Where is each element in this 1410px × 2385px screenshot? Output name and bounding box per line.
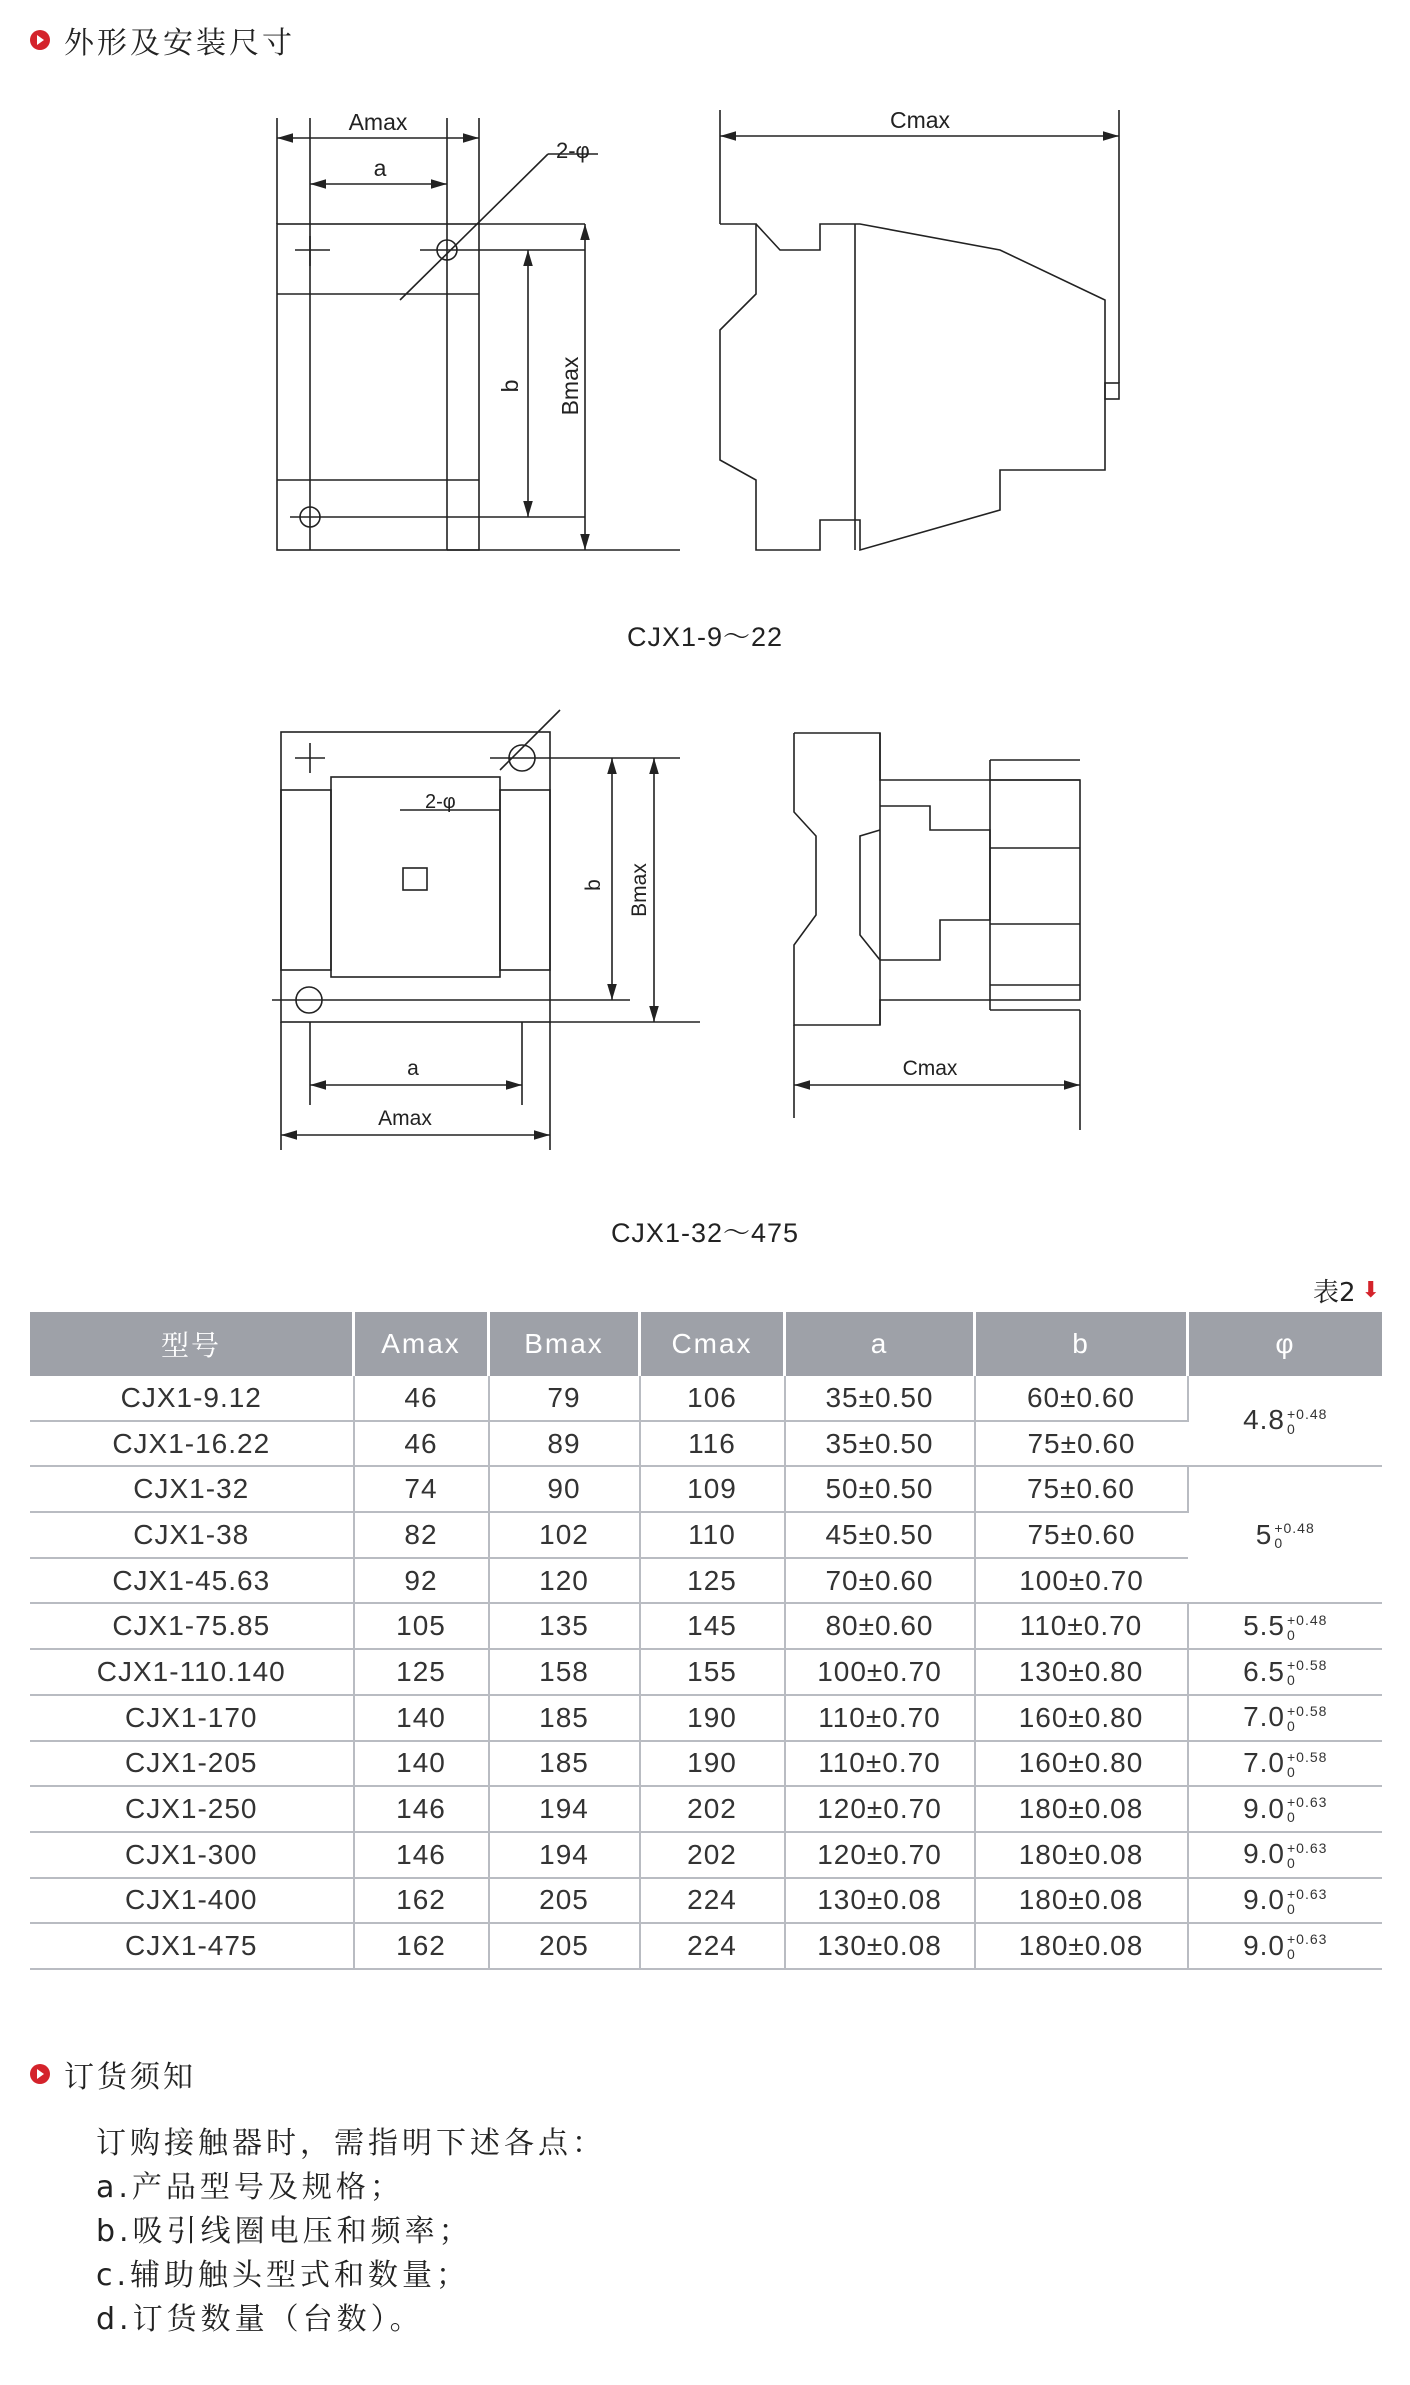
header-phi: φ: [1188, 1312, 1383, 1376]
table-header-row: [30, 1312, 1382, 1376]
b-label: b: [582, 879, 605, 891]
cell-model: CJX1-75.85: [30, 1603, 354, 1649]
cell-cmax: 155: [640, 1649, 785, 1695]
cell-cmax: 125: [640, 1558, 785, 1604]
cell-cmax: 224: [640, 1878, 785, 1924]
cell-model: CJX1-250: [30, 1786, 354, 1832]
cell-a: 110±0.70: [785, 1695, 975, 1741]
down-arrow-icon: ⬇: [1361, 1278, 1380, 1303]
cell-bmax: 205: [489, 1923, 640, 1969]
header-model: 型号: [30, 1312, 354, 1376]
table-row: [30, 1421, 1382, 1467]
table-row: [30, 1512, 1382, 1558]
cell-b: 110±0.70: [975, 1603, 1188, 1649]
a-label: a: [407, 1057, 419, 1080]
section-heading-ordering: [30, 2052, 196, 2096]
cell-bmax: 90: [489, 1466, 640, 1512]
cell-cmax: 116: [640, 1421, 785, 1467]
order-notes: [96, 2122, 606, 2342]
cell-amax: 105: [354, 1603, 489, 1649]
dimension-table: [30, 1312, 1382, 1970]
cell-phi: 7.0 +0.58 0: [1188, 1741, 1383, 1787]
table-row: [30, 1466, 1382, 1512]
table-row: [30, 1832, 1382, 1878]
cell-a: 110±0.70: [785, 1741, 975, 1787]
cell-amax: 146: [354, 1786, 489, 1832]
bmax-label: Bmax: [628, 863, 651, 917]
drawing1-caption: CJX1-9～22: [626, 622, 784, 652]
header-amax: Amax: [354, 1312, 489, 1376]
cell-cmax: 109: [640, 1466, 785, 1512]
cell-b: 180±0.08: [975, 1878, 1188, 1924]
table-row: [30, 1695, 1382, 1741]
cell-phi: 5 +0.48 0: [1188, 1466, 1383, 1603]
cell-bmax: 158: [489, 1649, 640, 1695]
cell-a: 35±0.50: [785, 1421, 975, 1467]
header-b: b: [975, 1312, 1188, 1376]
cell-amax: 46: [354, 1376, 489, 1421]
cell-a: 120±0.70: [785, 1786, 975, 1832]
cell-a: 70±0.60: [785, 1558, 975, 1604]
cell-bmax: 194: [489, 1786, 640, 1832]
drawing2-caption: CJX1-32～475: [610, 1218, 800, 1248]
hole-label: 2-φ: [425, 791, 456, 813]
cell-b: 75±0.60: [975, 1466, 1188, 1512]
cell-bmax: 194: [489, 1832, 640, 1878]
cell-cmax: 190: [640, 1741, 785, 1787]
cell-b: 180±0.08: [975, 1786, 1188, 1832]
cmax-label: Cmax: [889, 107, 951, 133]
cell-a: 45±0.50: [785, 1512, 975, 1558]
order-note-line: 订购接触器时，需指明下述各点：: [96, 2126, 606, 2161]
section-title: 外形及安装尺寸: [64, 26, 295, 61]
table-label: [1313, 1272, 1380, 1309]
cell-bmax: 79: [489, 1376, 640, 1421]
cell-model: CJX1-32: [30, 1466, 354, 1512]
cell-phi: 9.0 +0.63 0: [1188, 1786, 1383, 1832]
b-label: b: [497, 379, 523, 393]
cell-phi: 4.8 +0.48 0: [1188, 1376, 1383, 1466]
cell-amax: 125: [354, 1649, 489, 1695]
cell-amax: 74: [354, 1466, 489, 1512]
cell-phi: 9.0 +0.63 0: [1188, 1923, 1383, 1969]
cmax-label: Cmax: [902, 1057, 958, 1080]
header-bmax: Bmax: [489, 1312, 640, 1376]
a-label: a: [373, 155, 387, 181]
cell-b: 60±0.60: [975, 1376, 1188, 1421]
amax-label: Amax: [348, 109, 408, 135]
header-a: a: [785, 1312, 975, 1376]
cell-amax: 140: [354, 1741, 489, 1787]
cell-model: CJX1-16.22: [30, 1421, 354, 1467]
cell-cmax: 106: [640, 1376, 785, 1421]
drawing-cjx1-32-475: [0, 700, 1410, 1180]
cell-a: 120±0.70: [785, 1832, 975, 1878]
cell-b: 100±0.70: [975, 1558, 1188, 1604]
order-note-line: a.产品型号及规格；: [96, 2170, 404, 2205]
cell-cmax: 110: [640, 1512, 785, 1558]
cell-cmax: 145: [640, 1603, 785, 1649]
cell-bmax: 120: [489, 1558, 640, 1604]
cell-b: 160±0.80: [975, 1741, 1188, 1787]
cell-model: CJX1-300: [30, 1832, 354, 1878]
table-row: [30, 1923, 1382, 1969]
cell-b: 180±0.08: [975, 1923, 1188, 1969]
cell-phi: 5.5 +0.48 0: [1188, 1603, 1383, 1649]
cell-a: 50±0.50: [785, 1466, 975, 1512]
table-row: [30, 1649, 1382, 1695]
cell-bmax: 89: [489, 1421, 640, 1467]
cell-a: 35±0.50: [785, 1376, 975, 1421]
cell-model: CJX1-205: [30, 1741, 354, 1787]
cell-a: 130±0.08: [785, 1878, 975, 1924]
cell-amax: 146: [354, 1832, 489, 1878]
hole-label: 2-φ: [556, 138, 590, 163]
table-row: [30, 1558, 1382, 1604]
cell-cmax: 190: [640, 1695, 785, 1741]
cell-phi: 6.5 +0.58 0: [1188, 1649, 1383, 1695]
cell-cmax: 224: [640, 1923, 785, 1969]
table-row: [30, 1878, 1382, 1924]
cell-cmax: 202: [640, 1832, 785, 1878]
cell-model: CJX1-400: [30, 1878, 354, 1924]
order-note-line: c.辅助触头型式和数量；: [96, 2258, 471, 2293]
order-note-line: d.订货数量（台数）。: [96, 2302, 424, 2337]
cell-a: 100±0.70: [785, 1649, 975, 1695]
cell-model: CJX1-38: [30, 1512, 354, 1558]
table-row: [30, 1603, 1382, 1649]
amax-label: Amax: [378, 1107, 432, 1130]
table-label-text: 表2: [1313, 1278, 1356, 1308]
cell-phi: 9.0 +0.63 0: [1188, 1878, 1383, 1924]
cell-b: 130±0.80: [975, 1649, 1188, 1695]
cell-bmax: 135: [489, 1603, 640, 1649]
cell-b: 180±0.08: [975, 1832, 1188, 1878]
cell-amax: 46: [354, 1421, 489, 1467]
bmax-label: Bmax: [557, 356, 583, 416]
section-title: 订货须知: [64, 2060, 196, 2095]
table-row: [30, 1376, 1382, 1421]
bullet-icon: [30, 2064, 50, 2084]
cell-a: 130±0.08: [785, 1923, 975, 1969]
cell-bmax: 102: [489, 1512, 640, 1558]
cell-cmax: 202: [640, 1786, 785, 1832]
cell-model: CJX1-475: [30, 1923, 354, 1969]
cell-bmax: 185: [489, 1741, 640, 1787]
cell-b: 75±0.60: [975, 1421, 1188, 1467]
table-row: [30, 1786, 1382, 1832]
cell-amax: 162: [354, 1923, 489, 1969]
cell-amax: 140: [354, 1695, 489, 1741]
cell-model: CJX1-9.12: [30, 1376, 354, 1421]
cell-b: 160±0.80: [975, 1695, 1188, 1741]
cell-bmax: 185: [489, 1695, 640, 1741]
cell-model: CJX1-110.140: [30, 1649, 354, 1695]
cell-phi: 9.0 +0.63 0: [1188, 1832, 1383, 1878]
cell-amax: 92: [354, 1558, 489, 1604]
cell-a: 80±0.60: [785, 1603, 975, 1649]
cell-model: CJX1-45.63: [30, 1558, 354, 1604]
cell-bmax: 205: [489, 1878, 640, 1924]
drawing-cjx1-9-22: [0, 0, 1410, 620]
order-note-line: b.吸引线圈电压和频率；: [96, 2214, 473, 2249]
header-cmax: Cmax: [640, 1312, 785, 1376]
front-view-outline: [277, 224, 479, 550]
cell-amax: 162: [354, 1878, 489, 1924]
cell-model: CJX1-170: [30, 1695, 354, 1741]
cell-b: 75±0.60: [975, 1512, 1188, 1558]
cell-phi: 7.0 +0.58 0: [1188, 1695, 1383, 1741]
cell-amax: 82: [354, 1512, 489, 1558]
table-row: [30, 1741, 1382, 1787]
